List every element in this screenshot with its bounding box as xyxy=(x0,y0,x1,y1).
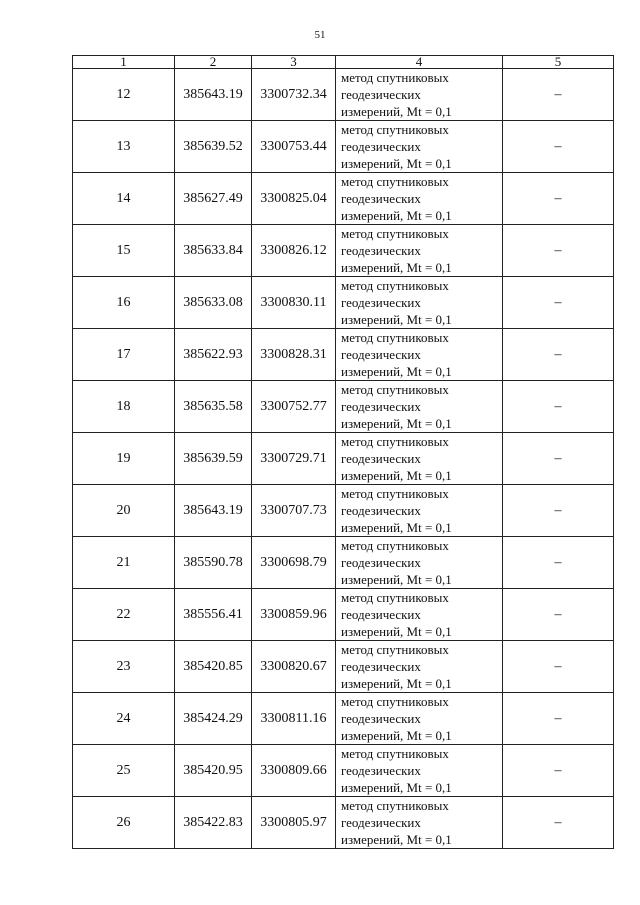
method-line-2: геодезических xyxy=(341,243,421,258)
method-line-1: метод спутниковых xyxy=(341,486,449,501)
method-line-3: измерений, Mt = 0,1 xyxy=(341,364,452,379)
method-line-2: геодезических xyxy=(341,659,421,674)
table-row xyxy=(73,537,614,589)
method-line-2: геодезических xyxy=(341,815,421,830)
method-line-3: измерений, Mt = 0,1 xyxy=(341,676,452,691)
method-line-1: метод спутниковых xyxy=(341,798,449,813)
method-line-3: измерений, Mt = 0,1 xyxy=(341,468,452,483)
coordinate-y: 3300828.31 xyxy=(252,329,336,381)
table-row xyxy=(73,797,614,849)
measurement-method xyxy=(336,797,503,849)
method-line-2: геодезических xyxy=(341,191,421,206)
point-number: 26 xyxy=(73,797,175,849)
measurement-method xyxy=(336,641,503,693)
column-header-1: 1 xyxy=(73,56,175,69)
method-line-3: измерений, Mt = 0,1 xyxy=(341,832,452,847)
page-number: 51 xyxy=(314,29,326,41)
method-line-2: геодезических xyxy=(341,503,421,518)
method-line-2: геодезических xyxy=(341,451,421,466)
coordinate-y: 3300826.12 xyxy=(252,225,336,277)
coordinate-x: 385590.78 xyxy=(175,537,252,589)
method-line-2: геодезических xyxy=(341,347,421,362)
coordinate-x: 385639.59 xyxy=(175,433,252,485)
coordinate-x: 385643.19 xyxy=(175,485,252,537)
method-line-3: измерений, Mt = 0,1 xyxy=(341,572,452,587)
column-header-2: 2 xyxy=(175,56,252,69)
note-dash: – xyxy=(503,433,614,485)
measurement-method xyxy=(336,329,503,381)
method-line-3: измерений, Mt = 0,1 xyxy=(341,156,452,171)
coordinate-y: 3300707.73 xyxy=(252,485,336,537)
method-line-1: метод спутниковых xyxy=(341,122,449,137)
table-row xyxy=(73,745,614,797)
point-number: 12 xyxy=(73,69,175,121)
point-number: 16 xyxy=(73,277,175,329)
note-dash: – xyxy=(503,69,614,121)
measurement-method xyxy=(336,537,503,589)
method-line-1: метод спутниковых xyxy=(341,434,449,449)
coordinate-y: 3300825.04 xyxy=(252,173,336,225)
table-row xyxy=(73,589,614,641)
measurement-method xyxy=(336,381,503,433)
coordinate-y: 3300805.97 xyxy=(252,797,336,849)
note-dash: – xyxy=(503,589,614,641)
method-line-1: метод спутниковых xyxy=(341,538,449,553)
method-line-3: измерений, Mt = 0,1 xyxy=(341,416,452,431)
note-dash: – xyxy=(503,121,614,173)
method-line-3: измерений, Mt = 0,1 xyxy=(341,260,452,275)
table-row xyxy=(73,225,614,277)
coordinate-x: 385633.08 xyxy=(175,277,252,329)
coordinates-table xyxy=(72,55,614,849)
measurement-method xyxy=(336,693,503,745)
method-line-1: метод спутниковых xyxy=(341,590,449,605)
note-dash: – xyxy=(503,641,614,693)
column-header-4: 4 xyxy=(336,56,503,69)
table-row xyxy=(73,121,614,173)
coordinate-x: 385633.84 xyxy=(175,225,252,277)
coordinate-y: 3300830.11 xyxy=(252,277,336,329)
method-line-1: метод спутниковых xyxy=(341,642,449,657)
method-line-3: измерений, Mt = 0,1 xyxy=(341,624,452,639)
note-dash: – xyxy=(503,797,614,849)
point-number: 18 xyxy=(73,381,175,433)
table-row xyxy=(73,173,614,225)
method-line-3: измерений, Mt = 0,1 xyxy=(341,312,452,327)
measurement-method xyxy=(336,745,503,797)
coordinate-x: 385424.29 xyxy=(175,693,252,745)
point-number: 13 xyxy=(73,121,175,173)
measurement-method xyxy=(336,173,503,225)
coordinate-x: 385635.58 xyxy=(175,381,252,433)
coordinate-x: 385643.19 xyxy=(175,69,252,121)
coordinate-y: 3300729.71 xyxy=(252,433,336,485)
point-number: 20 xyxy=(73,485,175,537)
method-line-1: метод спутниковых xyxy=(341,278,449,293)
measurement-method xyxy=(336,589,503,641)
point-number: 25 xyxy=(73,745,175,797)
table-row xyxy=(73,277,614,329)
note-dash: – xyxy=(503,173,614,225)
point-number: 21 xyxy=(73,537,175,589)
table-row xyxy=(73,381,614,433)
coordinate-x: 385420.85 xyxy=(175,641,252,693)
method-line-3: измерений, Mt = 0,1 xyxy=(341,520,452,535)
note-dash: – xyxy=(503,745,614,797)
point-number: 17 xyxy=(73,329,175,381)
method-line-2: геодезических xyxy=(341,711,421,726)
column-header-5: 5 xyxy=(503,56,614,69)
coordinate-y: 3300753.44 xyxy=(252,121,336,173)
method-line-1: метод спутниковых xyxy=(341,226,449,241)
note-dash: – xyxy=(503,693,614,745)
coordinate-x: 385422.83 xyxy=(175,797,252,849)
note-dash: – xyxy=(503,485,614,537)
table-row xyxy=(73,485,614,537)
point-number: 15 xyxy=(73,225,175,277)
coordinate-y: 3300732.34 xyxy=(252,69,336,121)
note-dash: – xyxy=(503,329,614,381)
point-number: 24 xyxy=(73,693,175,745)
method-line-2: геодезических xyxy=(341,399,421,414)
note-dash: – xyxy=(503,277,614,329)
measurement-method xyxy=(336,433,503,485)
measurement-method xyxy=(336,121,503,173)
coordinate-x: 385420.95 xyxy=(175,745,252,797)
method-line-2: геодезических xyxy=(341,295,421,310)
method-line-2: геодезических xyxy=(341,607,421,622)
table-row xyxy=(73,641,614,693)
note-dash: – xyxy=(503,381,614,433)
method-line-2: геодезических xyxy=(341,763,421,778)
point-number: 22 xyxy=(73,589,175,641)
method-line-2: геодезических xyxy=(341,555,421,570)
method-line-1: метод спутниковых xyxy=(341,746,449,761)
method-line-1: метод спутниковых xyxy=(341,70,449,85)
point-number: 19 xyxy=(73,433,175,485)
coordinate-x: 385622.93 xyxy=(175,329,252,381)
measurement-method xyxy=(336,485,503,537)
table-row xyxy=(73,693,614,745)
method-line-3: измерений, Mt = 0,1 xyxy=(341,208,452,223)
coordinate-y: 3300698.79 xyxy=(252,537,336,589)
measurement-method xyxy=(336,225,503,277)
method-line-3: измерений, Mt = 0,1 xyxy=(341,728,452,743)
method-line-2: геодезических xyxy=(341,87,421,102)
coordinate-x: 385627.49 xyxy=(175,173,252,225)
table-row xyxy=(73,69,614,121)
coordinate-x: 385639.52 xyxy=(175,121,252,173)
method-line-1: метод спутниковых xyxy=(341,330,449,345)
coordinate-y: 3300752.77 xyxy=(252,381,336,433)
coordinate-y: 3300820.67 xyxy=(252,641,336,693)
method-line-3: измерений, Mt = 0,1 xyxy=(341,104,452,119)
table-row xyxy=(73,433,614,485)
point-number: 14 xyxy=(73,173,175,225)
coordinate-x: 385556.41 xyxy=(175,589,252,641)
method-line-1: метод спутниковых xyxy=(341,382,449,397)
method-line-1: метод спутниковых xyxy=(341,694,449,709)
measurement-method xyxy=(336,69,503,121)
table-row xyxy=(73,329,614,381)
point-number: 23 xyxy=(73,641,175,693)
method-line-3: измерений, Mt = 0,1 xyxy=(341,780,452,795)
measurement-method xyxy=(336,277,503,329)
method-line-2: геодезических xyxy=(341,139,421,154)
note-dash: – xyxy=(503,537,614,589)
coordinate-y: 3300859.96 xyxy=(252,589,336,641)
method-line-1: метод спутниковых xyxy=(341,174,449,189)
table-header-row xyxy=(73,56,614,69)
coordinate-y: 3300809.66 xyxy=(252,745,336,797)
coordinate-y: 3300811.16 xyxy=(252,693,336,745)
column-header-3: 3 xyxy=(252,56,336,69)
note-dash: – xyxy=(503,225,614,277)
